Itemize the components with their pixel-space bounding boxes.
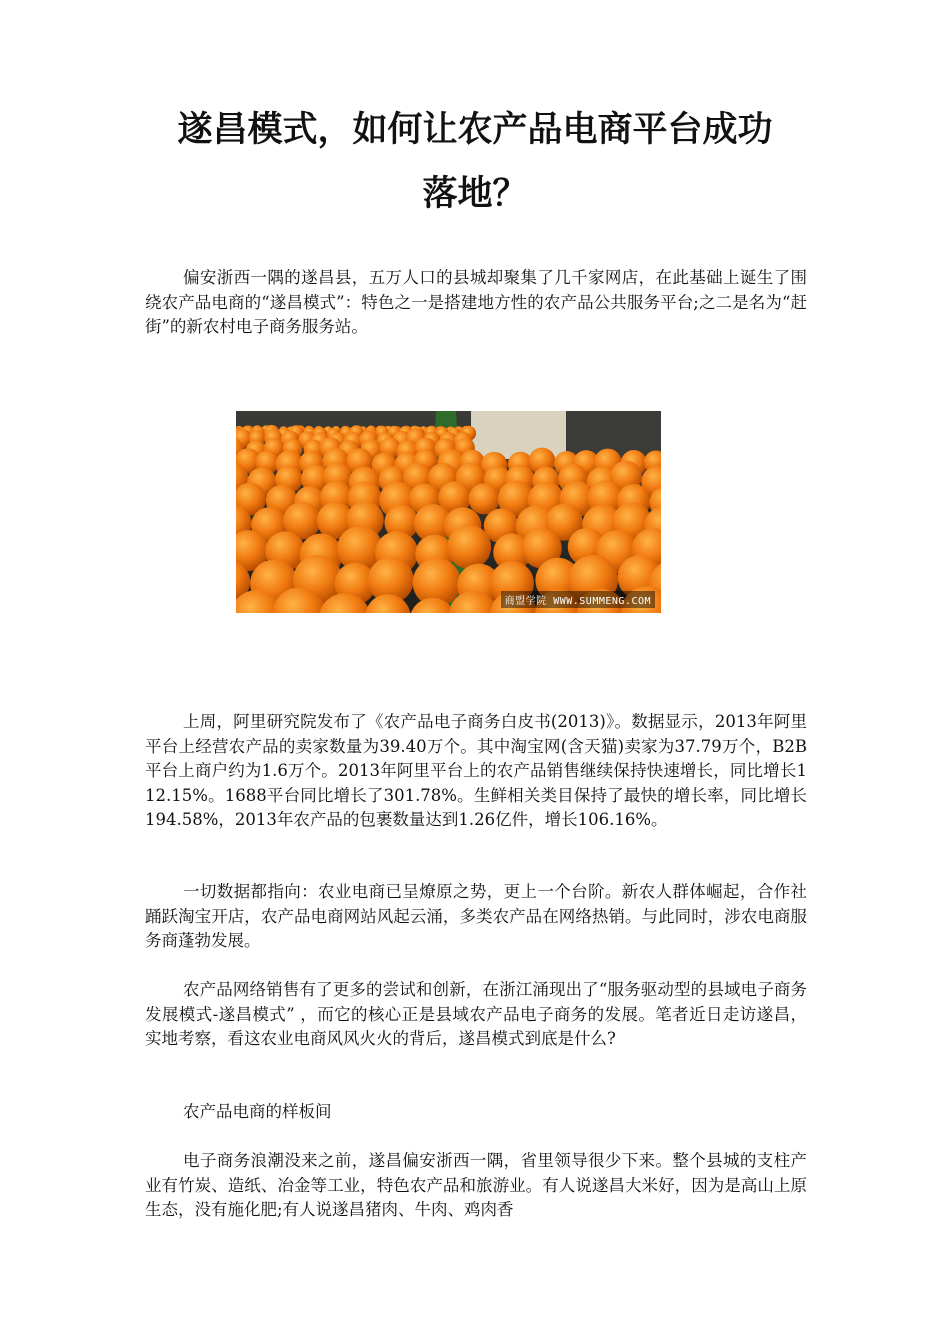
paragraph-trends: 一切数据都指向：农业电商已呈燎原之势，更上一个台阶。新农人群体崛起，合作社踊跃淘宝开店，农产品电商网站风起云涌，多类农产品在网络热销。与此同时，涉农电商服务商蓬勃发展。	[145, 882, 807, 950]
image-watermark: 商盟学院 WWW.SUMMENG.COM	[501, 591, 655, 608]
paragraph-intro: 偏安浙西一隅的遂昌县，五万人口的县城却聚集了几千家网店，在此基础上诞生了围绕农产品电商的“遂昌模式”：特色之一是搭建地方性的农产品公共服务平台;之二是名为“赶街”的新农村电子商务服务站。	[145, 268, 807, 336]
title-line-2: 落地？	[422, 174, 528, 214]
article-title	[120, 98, 830, 226]
title-line-1: 遂昌模式，如何让农产品电商平台成功	[177, 110, 773, 150]
paragraph-suichang-model: 农产品网络销售有了更多的尝试和创新，在浙江涌现出了“服务驱动型的县域电子商务发展模式-遂昌模式” ，而它的核心正是县域农产品电子商务的发展。笔者近日走访遂昌，实地考察，看这农业电商风风火火的背后，遂昌模式到底是什么?	[145, 980, 807, 1048]
paragraph-whitepaper: 上周，阿里研究院发布了《农产品电子商务白皮书(2013)》。数据显示，2013年阿里平台上经营农产品的卖家数量为39.40万个。其中淘宝网(含天猫)卖家为37.79万个，B2B平台上商户约为1.6万个。2013年阿里平台上的农产品销售继续保持快速增长，同比增长112.15%。1688平台同比增长了301.78%。生鲜相关类目保持了最快的增长率，同比增长194.58%，2013年农产品的包裹数量达到1.26亿件，增长106.16%。	[145, 712, 807, 829]
oranges-photo	[236, 411, 661, 613]
section-heading: 农产品电商的样板间	[183, 1102, 332, 1121]
paragraph-background: 电子商务浪潮没来之前，遂昌偏安浙西一隅，省里领导很少下来。整个县城的支柱产业有竹炭、造纸、冶金等工业，特色农产品和旅游业。有人说遂昌大米好，因为是高山上原生态，没有施化肥;有人说遂昌猪肉、牛肉、鸡肉香	[145, 1151, 807, 1219]
